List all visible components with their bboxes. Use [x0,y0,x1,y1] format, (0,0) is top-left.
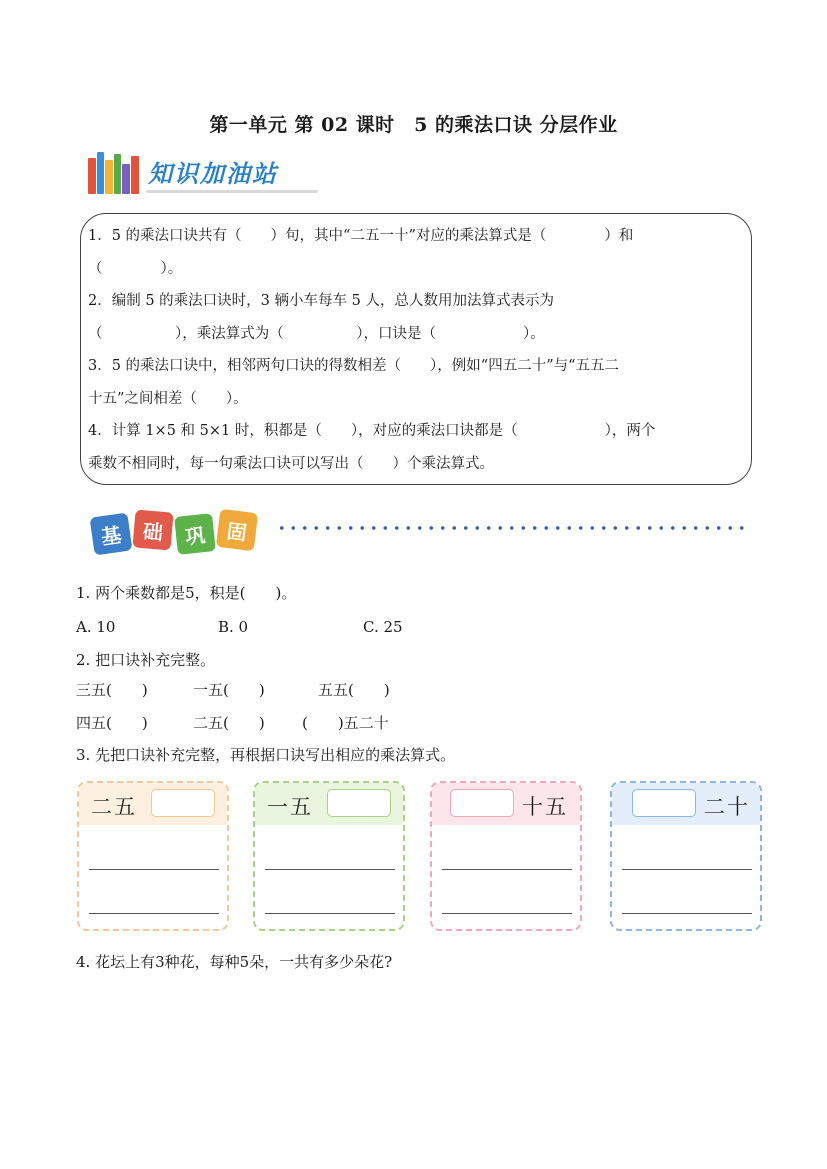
answer-line[interactable] [265,913,395,914]
page-title: 第一单元 第 02 课时 5 的乘法口诀 分层作业 [209,114,618,136]
answer-line[interactable] [89,869,219,870]
question-2-stem: 2. 把口诀补充完整。 [76,651,216,669]
answer-line[interactable] [442,913,572,914]
knowledge-station-banner [88,150,318,196]
formula-card-1 [77,781,229,931]
divider [146,190,318,193]
section-tile: 固 [216,509,258,551]
answer-line[interactable] [89,913,219,914]
knowledge-line: 4．计算 1×5 和 5×1 时，积都是（ ），对应的乘法口诀都是（ ），两个 [88,423,656,439]
answer-line[interactable] [265,869,395,870]
fill-item: 五五( ) [318,681,390,699]
question-1-stem: 1. 两个乘数都是5，积是( )。 [76,584,297,602]
knowledge-line: 十五”之间相差（ ）。 [88,391,248,407]
section-heading-knowledge: 知识加油站 [148,160,278,188]
option-a: A. 10 [76,618,116,636]
knowledge-box [80,213,752,485]
answer-box[interactable] [632,789,696,817]
formula-card-3 [430,781,582,931]
card-verse: 二十 [704,795,750,819]
question-3-stem: 3. 先把口诀补充完整，再根据口诀写出相应的乘法算式。 [76,746,456,764]
knowledge-line: 2．编制 5 的乘法口诀时，3 辆小车每车 5 人，总人数用加法算式表示为 [88,293,554,309]
fill-item: 三五( ) [76,681,148,699]
question-4-stem: 4. 花坛上有3种花，每种5朵，一共有多少朵花? [76,953,393,971]
fill-item: 一五( ) [193,681,265,699]
section-tile: 巩 [174,513,216,555]
answer-line[interactable] [622,913,752,914]
answer-line[interactable] [442,869,572,870]
answer-box[interactable] [450,789,514,817]
knowledge-line: （ ），乘法算式为（ ），口诀是（ ）。 [88,326,545,342]
fill-item: ( )五二十 [302,714,389,732]
knowledge-line: 3．5 的乘法口诀中，相邻两句口诀的得数相差（ ），例如“四五二十”与“五五二 [88,358,620,374]
knowledge-line: 1．5 的乘法口诀共有（ ）句，其中“二五一十”对应的乘法算式是（ ）和 [88,228,634,244]
option-c: C. 25 [363,618,403,636]
section-tile: 基 [90,513,133,556]
answer-box[interactable] [327,789,391,817]
card-verse: 二五 [91,795,137,819]
basic-consolidation-banner [88,507,748,559]
knowledge-line: （ ）。 [88,261,183,277]
formula-card-4 [610,781,762,931]
dotted-divider [276,525,746,531]
books-icon [88,152,140,194]
option-b: B. 0 [218,618,249,636]
answer-line[interactable] [622,869,752,870]
formula-card-2 [253,781,405,931]
fill-item: 四五( ) [76,714,148,732]
card-verse: 十五 [522,795,568,819]
card-verse: 一五 [267,795,313,819]
fill-item: 二五( ) [193,714,265,732]
section-tile: 础 [132,509,173,550]
knowledge-line: 乘数不相同时，每一句乘法口诀可以写出（ ）个乘法算式。 [88,456,494,472]
answer-box[interactable] [151,789,215,817]
